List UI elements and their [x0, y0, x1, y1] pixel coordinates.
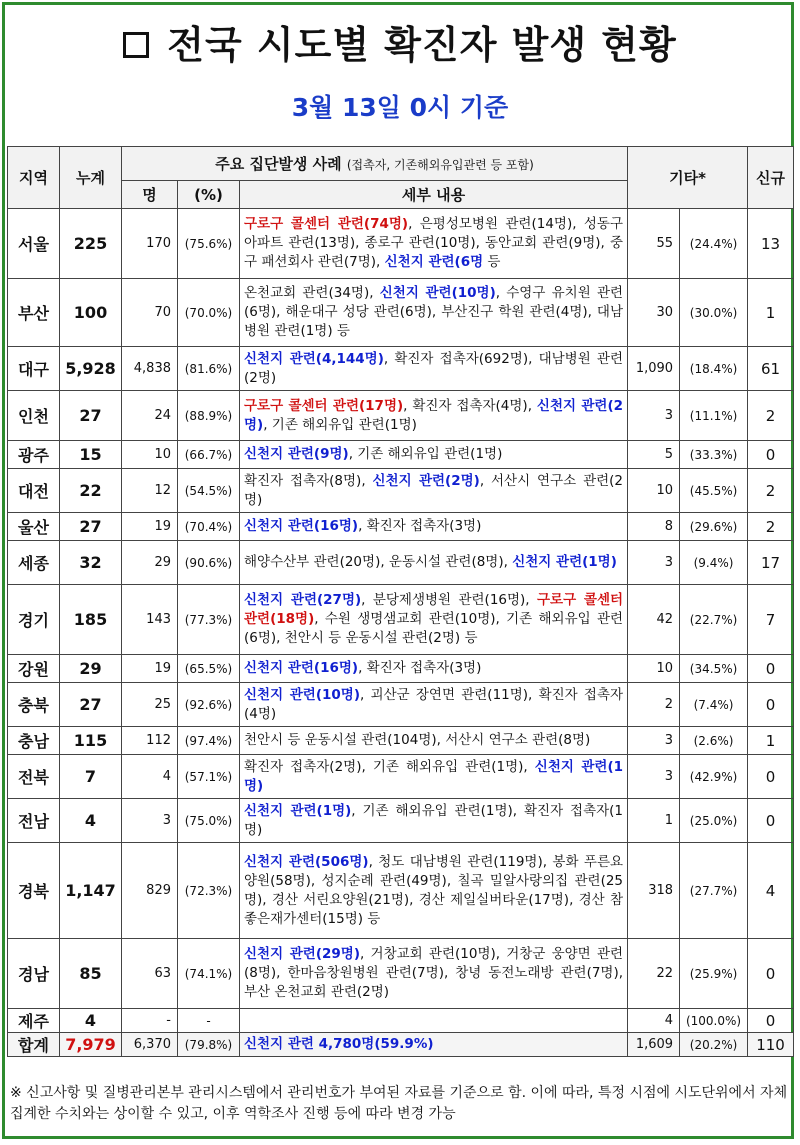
other-pct-cell: (9.4%) [680, 541, 748, 585]
table-row [8, 585, 794, 655]
total-cell: 15 [60, 441, 122, 469]
details-cell [240, 513, 628, 541]
detail-segment: 신천지 관련(1명) [244, 758, 624, 794]
cluster-pct-cell: (97.4%) [178, 727, 240, 755]
table-body [8, 209, 794, 1057]
detail-segment: , 확진자 접촉자(4명), [403, 397, 537, 414]
cluster-pct-cell: (81.6%) [178, 347, 240, 391]
new-cell: 1 [748, 727, 794, 755]
cluster-count-cell: 143 [122, 585, 178, 655]
cluster-pct-cell: (57.1%) [178, 755, 240, 799]
new-cell: 1 [748, 279, 794, 347]
region-cell: 울산 [8, 513, 60, 541]
header-count: 명 [122, 181, 178, 209]
total-cell: 4 [60, 799, 122, 843]
new-cell: 2 [748, 513, 794, 541]
cluster-count-cell: 29 [122, 541, 178, 585]
total-cell: 85 [60, 939, 122, 1009]
sum-count-cell: 6,370 [122, 1033, 178, 1057]
details-cell [240, 727, 628, 755]
total-cell: 225 [60, 209, 122, 279]
detail-segment: 신천지 관련(9명) [244, 446, 349, 462]
new-cell: 2 [748, 391, 794, 441]
detail-segment: , 괴산군 장연면 관련(11명), 확진자 접촉자(4명) [244, 686, 624, 722]
new-cell: 0 [748, 755, 794, 799]
region-cell: 전북 [8, 755, 60, 799]
cluster-pct-cell: (70.4%) [178, 513, 240, 541]
cluster-pct-cell: (77.3%) [178, 585, 240, 655]
other-pct-cell: (11.1%) [680, 391, 748, 441]
title-text: 전국 시도별 확진자 발생 현황 [167, 23, 677, 67]
other-pct-cell: (7.4%) [680, 683, 748, 727]
other-count-cell: 10 [628, 469, 680, 513]
cluster-count-cell: 19 [122, 513, 178, 541]
cluster-count-cell: 63 [122, 939, 178, 1009]
cluster-count-cell: 4 [122, 755, 178, 799]
new-cell: 0 [748, 939, 794, 1009]
detail-segment: , 기존 해외유입 관련(1명), 확진자 접촉자(1명) [244, 802, 624, 838]
details-cell [240, 843, 628, 939]
total-cell: 27 [60, 391, 122, 441]
cluster-pct-cell: (75.6%) [178, 209, 240, 279]
total-cell: 22 [60, 469, 122, 513]
table-row [8, 683, 794, 727]
other-count-cell: 1 [628, 799, 680, 843]
other-count-cell: 3 [628, 541, 680, 585]
cluster-count-cell: 12 [122, 469, 178, 513]
header-total: 누계 [60, 147, 122, 209]
region-cell: 인천 [8, 391, 60, 441]
cluster-count-cell: 25 [122, 683, 178, 727]
detail-segment: , 확진자 접촉자(3명) [358, 518, 482, 534]
table-row [8, 441, 794, 469]
new-cell: 4 [748, 843, 794, 939]
details-cell [240, 799, 628, 843]
cluster-count-cell: 3 [122, 799, 178, 843]
detail-segment: , 수원 생명샘교회 관련(10명), 기존 해외유입 관련(6명), 천안시 등 운동시설 관련(2명) 등 [244, 611, 624, 646]
table-row [8, 755, 794, 799]
detail-segment: 신천지 관련(29명) [244, 946, 361, 962]
region-cell: 경북 [8, 843, 60, 939]
header-pct: (%) [178, 181, 240, 209]
table-row [8, 655, 794, 683]
table-row [8, 347, 794, 391]
table-row [8, 279, 794, 347]
header-cluster [122, 147, 628, 181]
detail-segment: 등 [483, 254, 501, 270]
detail-segment: 해양수산부 관련(20명), 운동시설 관련(8명), [244, 554, 513, 570]
detail-segment: , 청도 대남병원 관련(119명), 봉화 푸른요양원(58명), 성지순례 관련(49명), 칠곡 밀알사랑의집 관련(25명), 경산 서린요양원(21명), 경산 제일실버타운(17명), 경산 참좋은재가센터(15명) 등 [244, 853, 624, 927]
other-pct-cell: (2.6%) [680, 727, 748, 755]
total-cell: 100 [60, 279, 122, 347]
detail-segment: 신천지 관련(27명) [244, 592, 362, 608]
detail-segment: 신천지 관련(1명) [244, 802, 352, 819]
new-cell: 13 [748, 209, 794, 279]
region-cell: 충남 [8, 727, 60, 755]
cluster-count-cell: 24 [122, 391, 178, 441]
region-cell: 대전 [8, 469, 60, 513]
sum-other-cell: 1,609 [628, 1033, 680, 1057]
table-row [8, 727, 794, 755]
details-cell [240, 683, 628, 727]
total-cell: 115 [60, 727, 122, 755]
cluster-count-cell: 10 [122, 441, 178, 469]
detail-segment: 구로구 콜센터 관련(74명) [244, 216, 409, 232]
region-cell: 전남 [8, 799, 60, 843]
detail-segment: 신천지 관련(6명 [384, 254, 484, 270]
other-pct-cell: (22.7%) [680, 585, 748, 655]
region-cell: 부산 [8, 279, 60, 347]
total-cell: 27 [60, 513, 122, 541]
detail-segment: 구로구 콜센터 관련(17명) [244, 397, 404, 414]
other-count-cell: 8 [628, 513, 680, 541]
header-details: 세부 내용 [240, 181, 628, 209]
details-cell [240, 755, 628, 799]
detail-segment: 천안시 등 운동시설 관련(104명), 서산시 연구소 관련(8명) [244, 732, 591, 748]
header-region: 지역 [8, 147, 60, 209]
other-count-cell: 2 [628, 683, 680, 727]
cluster-count-cell: 829 [122, 843, 178, 939]
other-count-cell: 5 [628, 441, 680, 469]
details-cell [240, 655, 628, 683]
sum-total-cell: 7,979 [60, 1033, 122, 1057]
other-pct-cell: (18.4%) [680, 347, 748, 391]
other-pct-cell: (33.3%) [680, 441, 748, 469]
other-count-cell: 318 [628, 843, 680, 939]
cluster-pct-cell: (65.5%) [178, 655, 240, 683]
detail-segment: 확진자 접촉자(8명), [244, 472, 373, 489]
other-pct-cell: (42.9%) [680, 755, 748, 799]
total-cell: 7 [60, 755, 122, 799]
cluster-pct-cell: - [178, 1009, 240, 1033]
region-cell: 경남 [8, 939, 60, 1009]
region-cell: 광주 [8, 441, 60, 469]
details-cell [240, 391, 628, 441]
other-count-cell: 55 [628, 209, 680, 279]
total-cell: 27 [60, 683, 122, 727]
table-row [8, 939, 794, 1009]
other-pct-cell: (24.4%) [680, 209, 748, 279]
table-row [8, 513, 794, 541]
details-cell [240, 441, 628, 469]
table-row [8, 541, 794, 585]
other-count-cell: 30 [628, 279, 680, 347]
other-pct-cell: (45.5%) [680, 469, 748, 513]
new-cell: 2 [748, 469, 794, 513]
page-subtitle: 3월 13일 0시 기준 [291, 93, 509, 122]
details-cell [240, 585, 628, 655]
cluster-pct-cell: (88.9%) [178, 391, 240, 441]
detail-segment: 신천지 관련(16명) [244, 518, 359, 534]
other-pct-cell: (29.6%) [680, 513, 748, 541]
cluster-count-cell: 19 [122, 655, 178, 683]
new-cell: 61 [748, 347, 794, 391]
detail-segment: 구로구 콜센터 관련(18명) [244, 592, 624, 627]
cluster-pct-cell: (72.3%) [178, 843, 240, 939]
sum-other-pct-cell: (20.2%) [680, 1033, 748, 1057]
sum-row [8, 1033, 794, 1057]
detail-segment: 신천지 관련(1명) [512, 554, 617, 570]
detail-segment: , 확진자 접촉자(692명), 대남병원 관련(2명) [244, 350, 624, 386]
detail-segment: , 확진자 접촉자(3명) [358, 660, 482, 676]
total-cell: 29 [60, 655, 122, 683]
table-row [8, 469, 794, 513]
details-cell [240, 939, 628, 1009]
other-pct-cell: (30.0%) [680, 279, 748, 347]
region-cell: 세종 [8, 541, 60, 585]
cluster-pct-cell: (66.7%) [178, 441, 240, 469]
detail-segment: 신천지 관련(506명) [244, 853, 369, 870]
detail-segment: 신천지 관련(4,144명) [244, 350, 384, 367]
detail-segment: , 기존 해외유입 관련(1명) [263, 416, 417, 433]
header-new: 신규 [748, 147, 794, 209]
region-cell: 대구 [8, 347, 60, 391]
total-cell: 1,147 [60, 843, 122, 939]
detail-segment: , 분당제생병원 관련(16명), [361, 592, 537, 608]
new-cell: 17 [748, 541, 794, 585]
other-count-cell: 3 [628, 727, 680, 755]
detail-segment: 신천지 관련(16명) [244, 660, 359, 676]
cluster-pct-cell: (75.0%) [178, 799, 240, 843]
status-table [7, 146, 794, 1057]
region-cell: 서울 [8, 209, 60, 279]
detail-segment: , 수영구 유치원 관련(6명), 해운대구 성당 관련(6명), 부산진구 학원 관련(4명), 대남병원 관련(1명) 등 [244, 285, 624, 339]
total-cell: 5,928 [60, 347, 122, 391]
page-title [0, 14, 800, 69]
detail-segment: , 거창교회 관련(10명), 거창군 웅양면 관련(8명), 한마음창원병원 관련(7명), 창녕 동전노래방 관련(7명), 부산 온천교회 관련(2명) [244, 946, 624, 1000]
table-row [8, 843, 794, 939]
detail-segment: 신천지 관련(10명) [244, 686, 361, 703]
detail-segment: 온천교회 관련(34명), [244, 285, 380, 301]
other-pct-cell: (25.0%) [680, 799, 748, 843]
header-other: 기타* [628, 147, 748, 209]
table-row [8, 209, 794, 279]
detail-segment: 신천지 관련(2명) [372, 472, 480, 489]
other-pct-cell: (100.0%) [680, 1009, 748, 1033]
square-bullet-icon [123, 32, 149, 58]
cluster-pct-cell: (74.1%) [178, 939, 240, 1009]
total-cell: 32 [60, 541, 122, 585]
new-cell: 0 [748, 683, 794, 727]
new-cell: 0 [748, 1009, 794, 1033]
cluster-count-cell: - [122, 1009, 178, 1033]
other-count-cell: 42 [628, 585, 680, 655]
sum-region-cell: 합계 [8, 1033, 60, 1057]
details-cell [240, 279, 628, 347]
other-count-cell: 22 [628, 939, 680, 1009]
region-cell: 경기 [8, 585, 60, 655]
detail-segment: 확진자 접촉자(2명), 기존 해외유입 관련(1명), [244, 758, 535, 775]
detail-segment: 신천지 관련(2명) [244, 397, 624, 433]
details-cell [240, 347, 628, 391]
detail-segment: , 은평성모병원 관련(14명), 성동구 아파트 관련(13명), 종로구 관련(10명), 동안교회 관련(9명), 중구 패션회사 관련(7명), [244, 216, 624, 270]
total-cell: 185 [60, 585, 122, 655]
detail-segment: , 서산시 연구소 관련(2명) [244, 472, 624, 508]
sum-details-cell: 신천지 관련 4,780명(59.9%) [240, 1033, 628, 1057]
cluster-count-cell: 4,838 [122, 347, 178, 391]
region-cell: 제주 [8, 1009, 60, 1033]
new-cell: 0 [748, 441, 794, 469]
details-cell [240, 209, 628, 279]
sum-pct-cell: (79.8%) [178, 1033, 240, 1057]
details-cell [240, 1009, 628, 1033]
sum-new-cell: 110 [748, 1033, 794, 1057]
cluster-count-cell: 170 [122, 209, 178, 279]
other-pct-cell: (34.5%) [680, 655, 748, 683]
detail-segment: , 기존 해외유입 관련(1명) [348, 446, 503, 462]
header-cluster-note: (접촉자, 기존해외유입관련 등 포함) [346, 158, 534, 172]
cluster-count-cell: 112 [122, 727, 178, 755]
new-cell: 0 [748, 799, 794, 843]
other-count-cell: 3 [628, 391, 680, 441]
other-count-cell: 1,090 [628, 347, 680, 391]
details-cell [240, 541, 628, 585]
other-count-cell: 10 [628, 655, 680, 683]
other-count-cell: 3 [628, 755, 680, 799]
region-cell: 강원 [8, 655, 60, 683]
other-count-cell: 4 [628, 1009, 680, 1033]
region-cell: 충북 [8, 683, 60, 727]
other-pct-cell: (25.9%) [680, 939, 748, 1009]
total-cell: 4 [60, 1009, 122, 1033]
cluster-pct-cell: (54.5%) [178, 469, 240, 513]
other-pct-cell: (27.7%) [680, 843, 748, 939]
new-cell: 7 [748, 585, 794, 655]
header-cluster-label: 주요 집단발생 사례 [215, 155, 342, 173]
details-cell [240, 469, 628, 513]
cluster-pct-cell: (70.0%) [178, 279, 240, 347]
footnote: ※ 신고사항 및 질병관리본부 관리시스템에서 관리번호가 부여된 자료를 기준으로 함. 이에 따라, 특정 시점에 시도단위에서 자체 집계한 수치와는 상이할 수 있고, 이후 역학조사 진행 등에 따라 변경 가능 [10, 1085, 788, 1122]
cluster-pct-cell: (92.6%) [178, 683, 240, 727]
cluster-pct-cell: (90.6%) [178, 541, 240, 585]
cluster-count-cell: 70 [122, 279, 178, 347]
table-row [8, 391, 794, 441]
new-cell: 0 [748, 655, 794, 683]
table-row [8, 1009, 794, 1033]
detail-segment: 신천지 관련(10명) [379, 285, 496, 301]
table-row [8, 799, 794, 843]
